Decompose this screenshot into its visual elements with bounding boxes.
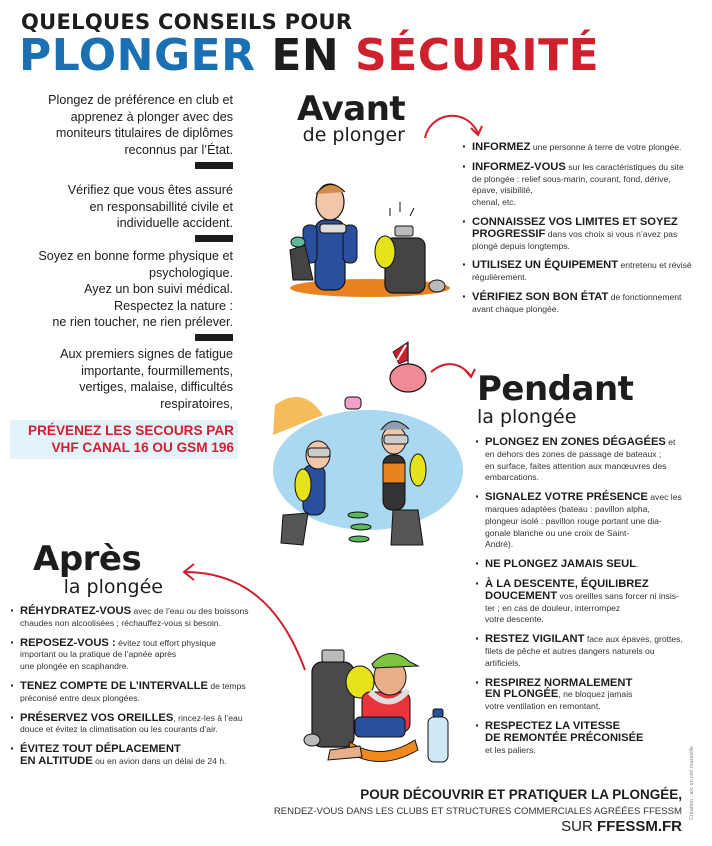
tip-item: · INFORMEZ-VOUS sur les caractéristiques du site de plongée : relief sous-marin, courant, fond, dérive, épave, visibilité, chenal, etc.: [462, 162, 707, 209]
separator-bar: [195, 235, 233, 242]
intro-line: importante, fourmillements,: [81, 363, 233, 378]
intro-line: Plongez de préférence en club et: [48, 93, 233, 107]
tip-item: · TENEZ COMPTE DE L’INTERVALLE de temps préconisé entre deux plongées.: [10, 681, 290, 705]
footer-website-prefix: SUR: [561, 818, 593, 835]
section-heading-apres: [33, 539, 163, 598]
intro-line: moniteurs titulaires de diplômes: [55, 126, 233, 140]
intro-line: Ayez un bon suivi médical.: [84, 282, 233, 296]
divers-underwater-illustration: [263, 385, 463, 550]
tip-item: · SIGNALEZ VOTRE PRÉSENCE avec les marques adaptées (bateau : pavillon alpha, plongeur isolé : pavillon rouge portant une dia- gonale blanche ou une croix de Saint- André).: [475, 492, 707, 551]
pendant-subtitle: la plongée: [477, 406, 577, 428]
title-word-securite: SÉCURITÉ: [355, 30, 600, 81]
avant-tips-list: [462, 142, 707, 324]
footer-website-link[interactable]: FFESSM.FR: [597, 818, 682, 835]
intro-paragraph-health: [10, 248, 233, 331]
intro-line: psychologique.: [148, 265, 233, 280]
tip-item: · VÉRIFIEZ SON BON ÉTAT de fonctionnement avant chaque plongée.: [462, 292, 707, 316]
intro-line: vertiges, malaise, difficultés: [79, 380, 233, 394]
tip-item: · À LA DESCENTE, ÉQUILIBREZ DOUCEMENT vos oreilles sans forcer ni insis- ter ; en cas de douleur, interrompez votre descente.: [475, 579, 707, 626]
intro-paragraph-club: [10, 92, 233, 158]
section-heading-pendant: [477, 369, 634, 428]
intro-line: Soyez en bonne forme physique et: [38, 249, 233, 263]
intro-line: ne rien toucher, ne rien prélever.: [52, 315, 233, 329]
tip-item: · ÉVITEZ TOUT DÉPLACEMENT EN ALTITUDE ou en avion dans un délai de 24 h.: [10, 744, 290, 768]
footer-website: [561, 818, 682, 835]
tip-item: · CONNAISSEZ VOS LIMITES ET SOYEZ PROGRESSIF dans vos choix si vous n’avez pas plongé depuis longtemps.: [462, 217, 707, 252]
pendant-title: Pendant: [477, 369, 634, 409]
resting-diver-illustration: [300, 622, 460, 772]
diver-illustration: [285, 180, 455, 300]
intro-paragraph-symptoms: [10, 346, 233, 412]
main-title: [19, 30, 599, 82]
apres-tips-list: [10, 606, 290, 776]
apres-subtitle: la plongée: [63, 576, 163, 598]
pendant-tips-list: [475, 437, 707, 764]
tip-item: · NE PLONGEZ JAMAIS SEUL.: [475, 559, 707, 571]
intro-line: apprenez à plonger avec des: [70, 109, 233, 124]
tip-item: · RESPECTEZ LA VITESSE DE REMONTÉE PRÉCONISÉE et les paliers.: [475, 721, 707, 756]
tip-item: · PLONGEZ EN ZONES DÉGAGÉES et en dehors des zones de passage de bateaux ; en surface, faites attention aux manœuvres des embarcations.: [475, 437, 707, 484]
kicker-heading: QUELQUES CONSEILS POUR: [21, 10, 353, 34]
intro-line: reconnus par l’État.: [124, 142, 233, 157]
avant-title: Avant: [297, 89, 406, 129]
footer-subline: RENDEZ-VOUS DANS LES CLUBS ET STRUCTURES COMMERCIALES AGRÉÉES FFESSM: [273, 806, 682, 817]
alert-line: PRÉVENEZ LES SECOURS PAR: [28, 423, 234, 438]
intro-line: en responsabillité civile et: [89, 199, 233, 214]
intro-line: Aux premiers signes de fatigue: [60, 347, 233, 361]
intro-line: respiratoires,: [160, 396, 233, 411]
tip-item: · UTILISEZ UN ÉQUIPEMENT entretenu et révisé régulièrement.: [462, 260, 707, 284]
tip-item: · RESTEZ VIGILANT face aux épaves, grottes, filets de pêche et autres dangers naturels ou artificiels.: [475, 634, 707, 669]
intro-paragraph-insurance: [10, 182, 233, 232]
title-word-plonger: PLONGER: [19, 30, 256, 81]
footer-cta: POUR DÉCOUVRIR ET PRATIQUER LA PLONGÉE,: [360, 787, 682, 802]
separator-bar: [195, 334, 233, 341]
tip-item: · RÉHYDRATEZ-VOUS avec de l’eau ou des boissons chaudes non alcoolisées ; réchauffez-vous si besoin.: [10, 606, 290, 630]
alert-line: VHF CANAL 16 OU GSM 196: [51, 440, 234, 455]
apres-title: Après: [33, 539, 142, 579]
intro-line: individuelle accident.: [116, 216, 233, 230]
intro-line: Vérifiez que vous êtes assuré: [67, 183, 233, 197]
emergency-alert-box: [10, 420, 238, 459]
tip-item: · PRÉSERVEZ VOS OREILLES, rincez-les à l’eau douce et évitez la climatisation ou les courants d’air.: [10, 713, 290, 737]
intro-line: Respectez la nature :: [113, 298, 233, 313]
design-credit: Création : arc en ciel marseille: [689, 746, 695, 820]
avant-subtitle: de plonger: [302, 124, 405, 146]
title-word-en: EN: [271, 30, 340, 81]
tip-item: · INFORMEZ une personne à terre de votre plongée.: [462, 142, 707, 154]
section-heading-avant: [297, 89, 406, 146]
tip-item: · REPOSEZ-VOUS : évitez tout effort physique important ou la pratique de l’apnée après une plongée en scaphandre.: [10, 638, 290, 673]
separator-bar: [195, 162, 233, 169]
tip-item: · RESPIREZ NORMALEMENT EN PLONGÉE, ne bloquez jamais votre ventilation en remontant.: [475, 678, 707, 713]
